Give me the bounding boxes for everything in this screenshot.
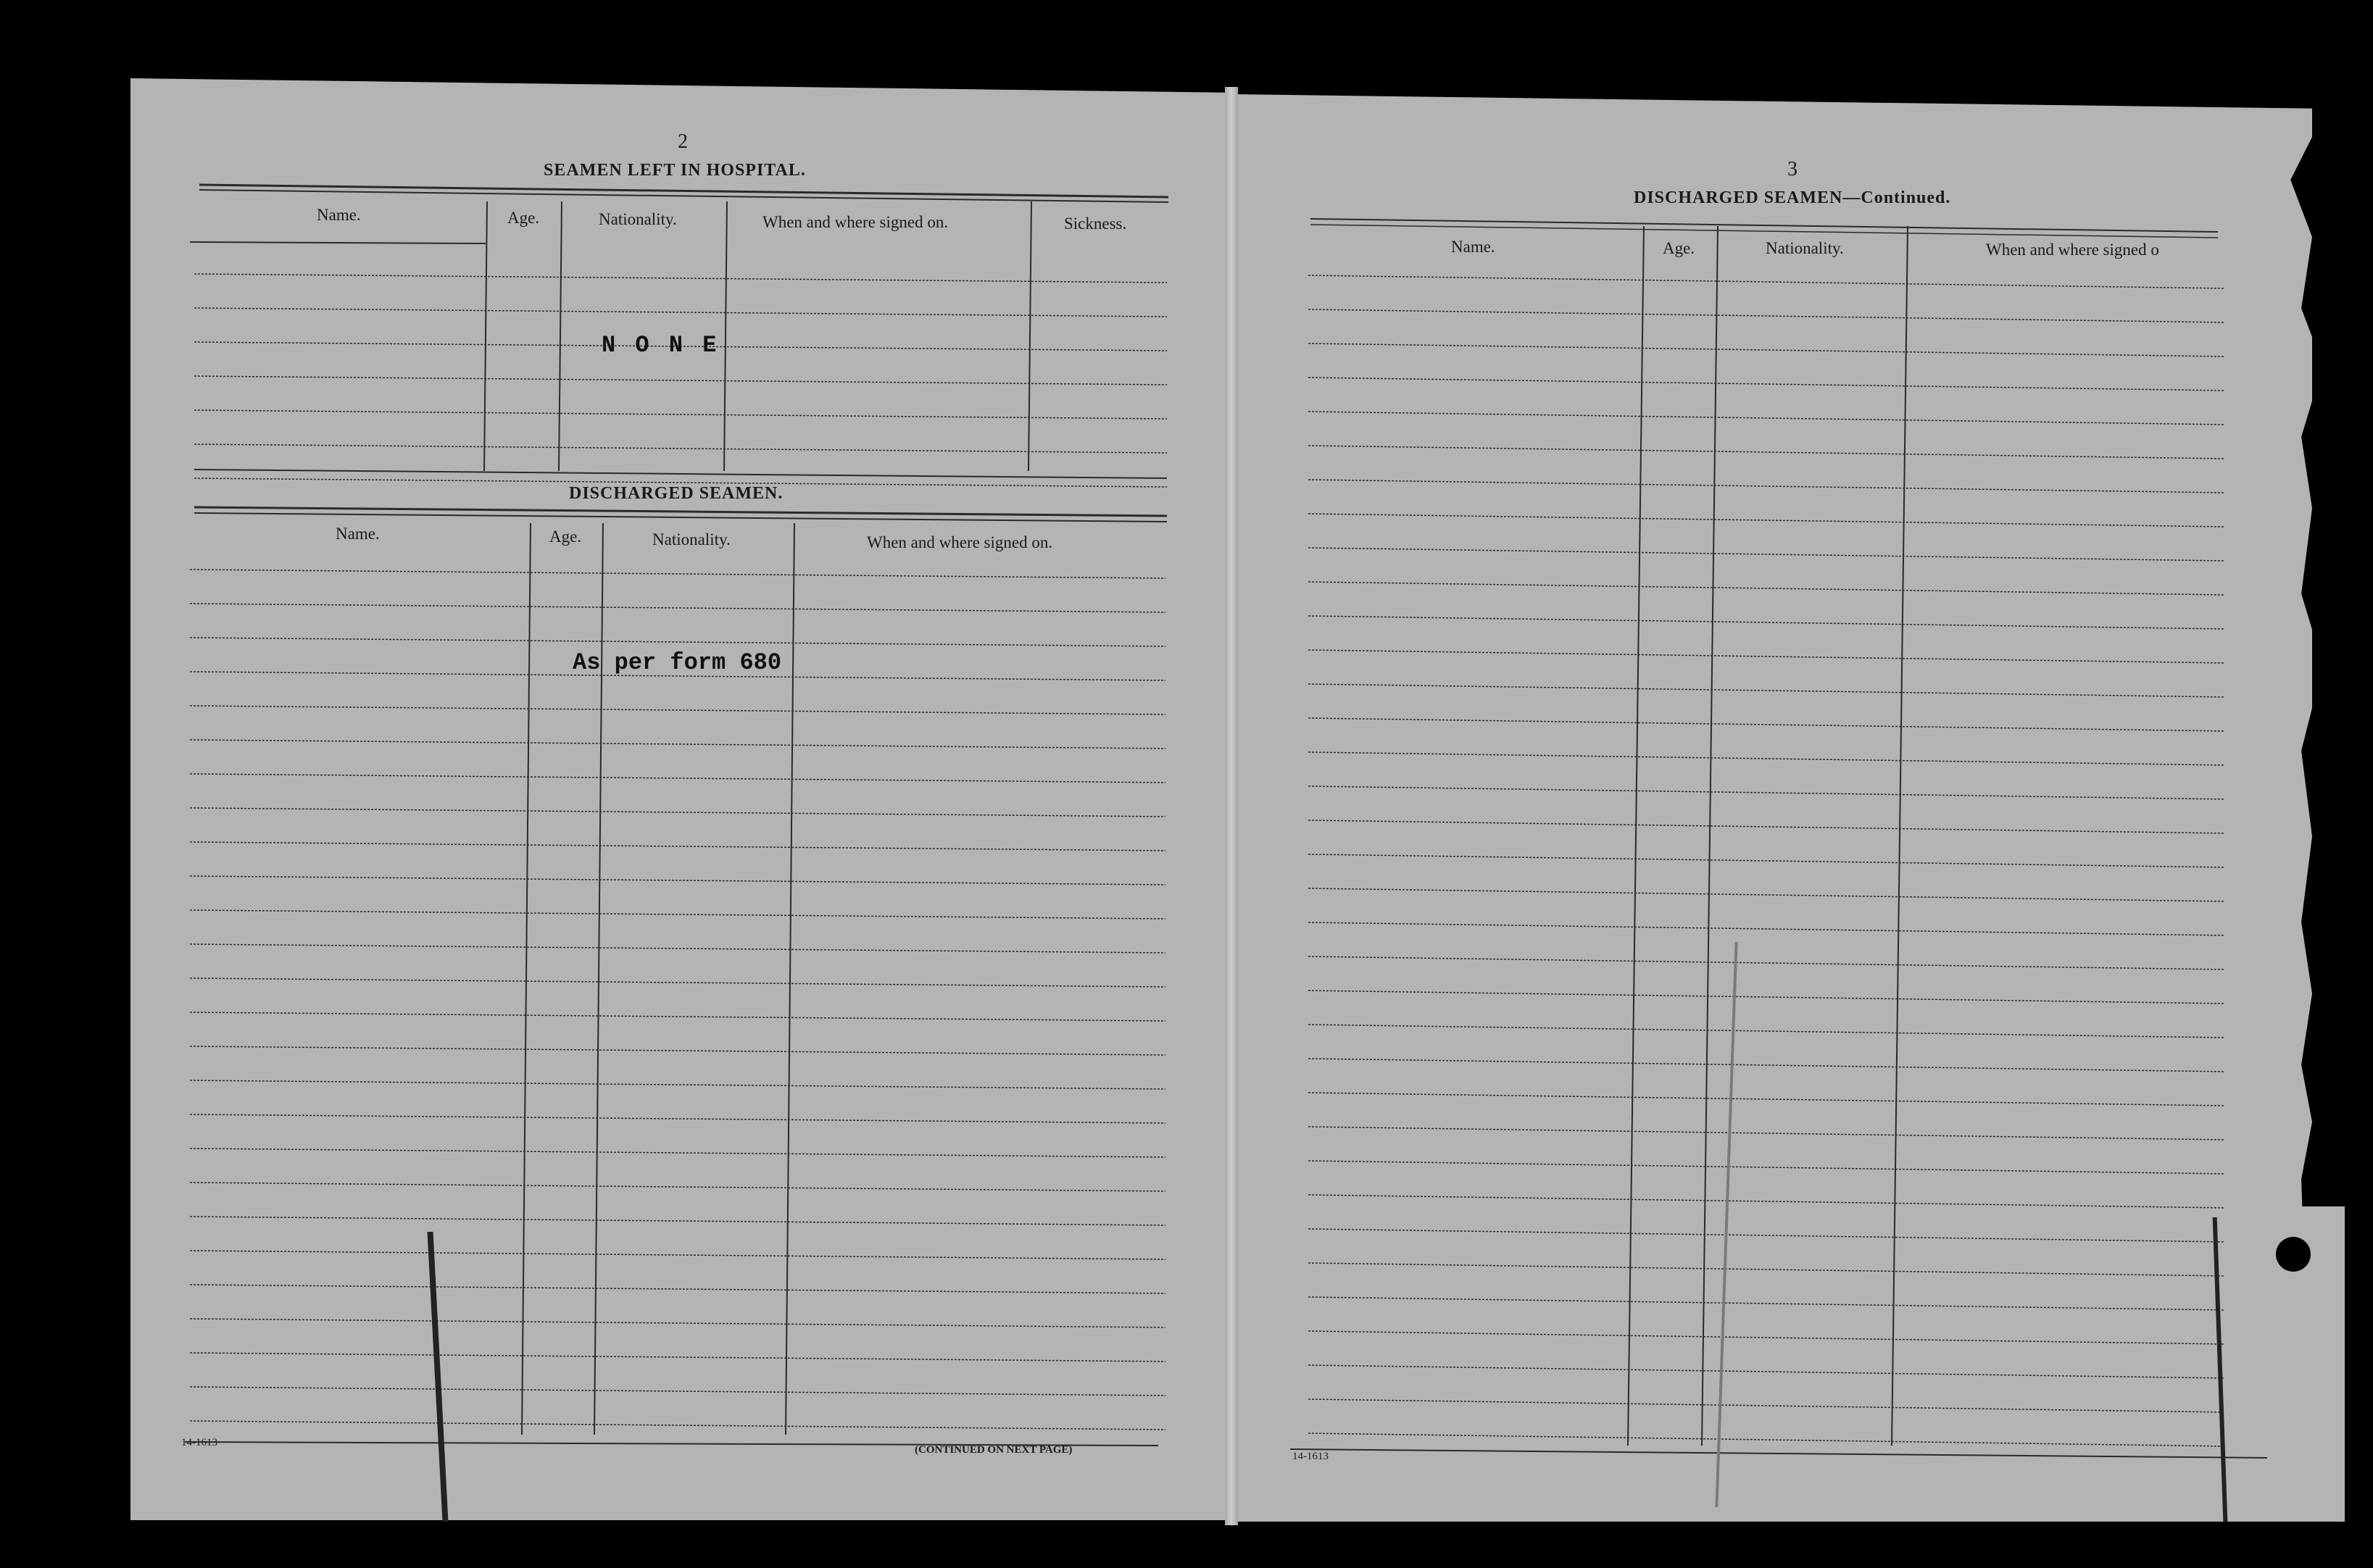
rule-line: [190, 1319, 1165, 1327]
rule-line: [190, 1046, 1165, 1055]
right-page-number: 3: [1787, 158, 1798, 180]
rule-line: [1308, 991, 2225, 1004]
rule-line: [190, 570, 1165, 578]
rule-line: [194, 410, 1167, 419]
rule-line: [484, 201, 487, 471]
rule-line: [194, 274, 1167, 283]
rule-line: [1308, 956, 2225, 969]
rule-line: [1308, 548, 2225, 561]
discharged-section-title: DISCHARGED SEAMEN.: [569, 484, 784, 503]
rule-line: [1308, 1059, 2225, 1072]
rule-line: [786, 523, 794, 1435]
hospital-col-signed-on: When and where signed on.: [762, 213, 949, 231]
rule-line: [190, 978, 1165, 987]
rule-line: [1308, 514, 2225, 527]
rule-line: [1308, 1399, 2225, 1412]
rule-line: [1308, 854, 2225, 867]
rule-line: [194, 470, 1167, 478]
rule-line: [1308, 650, 2225, 663]
hospital-col-age: Age.: [507, 209, 540, 227]
rule-line: [1308, 1433, 2225, 1446]
rule-line: [1702, 226, 1718, 1446]
right-col-nationality: Nationality.: [1766, 239, 1844, 257]
rule-line: [1308, 275, 2225, 288]
rule-line: [1308, 582, 2225, 595]
rule-line: [1308, 1229, 2225, 1242]
right-col-signed-on: When and where signed o: [1986, 241, 2159, 259]
rule-line: [1308, 922, 2225, 935]
rule-line: [190, 1080, 1165, 1089]
rule-line: [1308, 1297, 2225, 1310]
rule-line: [190, 242, 486, 243]
rule-line: [190, 1387, 1165, 1396]
rule-line: [190, 706, 1165, 714]
rule-line: [1308, 684, 2225, 697]
left-form-number: 14-1613: [181, 1437, 217, 1448]
rule-line: [190, 1217, 1165, 1225]
continued-note: (CONTINUED ON NEXT PAGE): [915, 1444, 1073, 1456]
rule-line: [190, 1251, 1165, 1259]
rule-line: [1308, 718, 2225, 731]
discharged-col-age: Age.: [549, 527, 582, 546]
rule-line: [190, 944, 1165, 953]
rule-line: [1308, 309, 2225, 322]
rule-line: [1308, 412, 2225, 425]
rule-line: [190, 638, 1165, 646]
rule-line: [724, 201, 727, 471]
left-page-number: 2: [678, 130, 688, 153]
rule-line: [1308, 786, 2225, 799]
rule-line: [190, 1421, 1165, 1430]
rule-line: [1308, 1127, 2225, 1140]
hospital-section-title: SEAMEN LEFT IN HOSPITAL.: [544, 161, 806, 180]
hospital-col-name: Name.: [317, 206, 361, 224]
rule-line: [194, 444, 1167, 453]
rule-line: [199, 185, 1168, 197]
rule-line: [190, 808, 1165, 817]
right-form-number: 14-1613: [1292, 1451, 1329, 1462]
rule-line: [190, 774, 1165, 783]
rule-line: [190, 604, 1165, 612]
discharged-col-name: Name.: [336, 525, 380, 543]
rule-line: [1892, 226, 1908, 1446]
rule-line: [1290, 1449, 2267, 1458]
right-col-age: Age.: [1663, 239, 1695, 257]
rule-line: [194, 376, 1167, 385]
rule-line: [190, 1148, 1165, 1157]
rule-line: [190, 1114, 1165, 1123]
rule-line: [1308, 1195, 2225, 1208]
rule-line: [190, 1183, 1165, 1191]
hospital-col-sickness: Sickness.: [1064, 214, 1127, 233]
discharged-entry: As per form 680: [573, 649, 782, 676]
rule-line: [1308, 888, 2225, 901]
rule-line: [1308, 1161, 2225, 1174]
rule-line: [1308, 820, 2225, 833]
rule-line: [190, 1353, 1165, 1361]
rule-line: [1308, 343, 2225, 356]
rule-line: [190, 910, 1165, 919]
rule-line: [1628, 226, 1644, 1446]
rule-line: [190, 876, 1165, 885]
rule-line: [1308, 378, 2225, 391]
rule-line: [1308, 1331, 2225, 1344]
rule-line: [1308, 446, 2225, 459]
rule-line: [1310, 225, 2218, 238]
rule-line: [559, 201, 562, 471]
rule-line: [1310, 219, 2218, 232]
right-section-title: DISCHARGED SEAMEN—Continued.: [1634, 188, 1951, 207]
rule-line: [1028, 201, 1031, 471]
hospital-entry-none: N O N E: [602, 332, 720, 359]
rule-line: [194, 308, 1167, 317]
rule-line: [1308, 480, 2225, 493]
rule-line: [190, 1012, 1165, 1021]
rule-line: [190, 740, 1165, 748]
rule-line: [522, 523, 531, 1435]
rule-line: [1308, 1025, 2225, 1038]
discharged-col-nationality: Nationality.: [652, 530, 731, 549]
rule-line: [1308, 1263, 2225, 1276]
right-col-name: Name.: [1451, 238, 1495, 256]
rule-line: [1308, 752, 2225, 765]
hospital-col-nationality: Nationality.: [599, 210, 677, 228]
rule-line: [190, 842, 1165, 851]
discharged-col-signed-on: When and where signed on.: [867, 533, 1053, 551]
rule-line: [1308, 1365, 2225, 1378]
rule-line: [190, 1285, 1165, 1293]
rule-line: [1308, 616, 2225, 629]
rule-line: [1308, 1093, 2225, 1106]
